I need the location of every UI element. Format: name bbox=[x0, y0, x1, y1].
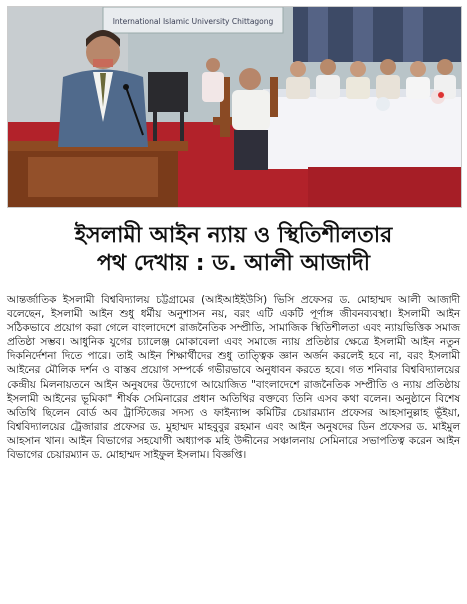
article-paragraph: আন্তর্জাতিক ইসলামী বিশ্ববিদ্যালয় চট্টগ্রামের (আইআইইউসি) ভিসি প্রফেসর ড. মোহাম্মদ আলী আজাদী বলেছেন, ইসলামী আইন শুধু ধর্মীয় অনুশাসন নয়, বরং এটি একটি পূর্ণাঙ্গ জীবনব্যবস্থা। ইসলামী আইন সঠিকভাবে প্রয়োগ করা গেলে বাংলাদেশে রাজনৈতিক সম্প্রীতি, সামাজিক স্থিতিশীলতা এবং ন্যায়ভিত্তিক সমাজ প্রতিষ্ঠা সম্ভব। আধুনিক যুগের চ্যালেঞ্জ মোকাবেলা এবং সমাজে ন্যায় প্রতিষ্ঠার ক্ষেত্রে ইসলামী আইন নতুন দিকনির্দেশনা দিতে পারে। তাই আইন শিক্ষার্থীদের শুধু তাত্ত্বিক জ্ঞান অর্জন করলেই হবে না, বরং ইসলামী আইনের মৌলিক দর্শন ও বাস্তব প্রয়োগ সম্পর্কে গভীরভাবে অনুধাবন করতে হবে। গত শনিবার বিশ্ববিদ্যালয়ের কেন্দ্রীয় মিলনায়তনে আইন অনুষদের উদ্যোগে আয়োজিত "বাংলাদেশে রাজনৈতিক সম্প্রীতি ও ন্যায় প্রতিষ্ঠায় ইসলামী আইনের ভূমিকা" শীর্ষক সেমিনারের প্রধান অতিথির বক্তব্যে তিনি এসব কথা বলেন। অনুষ্ঠানে বিশেষ অতিথি ছিলেন বোর্ড অব ট্রাস্টিজের সদস্য ও ফাইন্যান্স কমিটির চেয়ারম্যান প্রফেসর আহসানুল্লাহ ভূঁইয়া, বিশ্ববিদ্যালয়ের ট্রেজারার প্রফেসর ড. মুহাম্মদ মাহবুবুর রহমান এবং আইন অনুষদের ডিন প্রফেসর ড. মাইমুল আহসান খান। আইন বিভাগের সহযোগী অধ্যাপক মহি উদ্দীনের সঞ্চালনায় সেমিনারে সভাপতিত্ব করেন আইন বিভাগের চেয়ারম্যান ড. মোহাম্মদ সাইফুল ইসলাম। বিজ্ঞপ্তি। bbox=[7, 294, 460, 462]
news-photo bbox=[7, 6, 462, 208]
banner-text: International Islamic University Chittagong bbox=[112, 17, 274, 26]
seminar-photo-illustration bbox=[8, 7, 461, 207]
headline-line-2 bbox=[7, 250, 460, 278]
headline-prefix: পথ দেখায় : bbox=[96, 251, 213, 276]
headline-author: ড. আলী আজাদী bbox=[212, 251, 371, 276]
headline-line-1: ইসলামী আইন ন্যায় ও স্থিতিশীলতার bbox=[74, 223, 393, 248]
article-body bbox=[7, 293, 460, 462]
headline bbox=[7, 222, 460, 278]
